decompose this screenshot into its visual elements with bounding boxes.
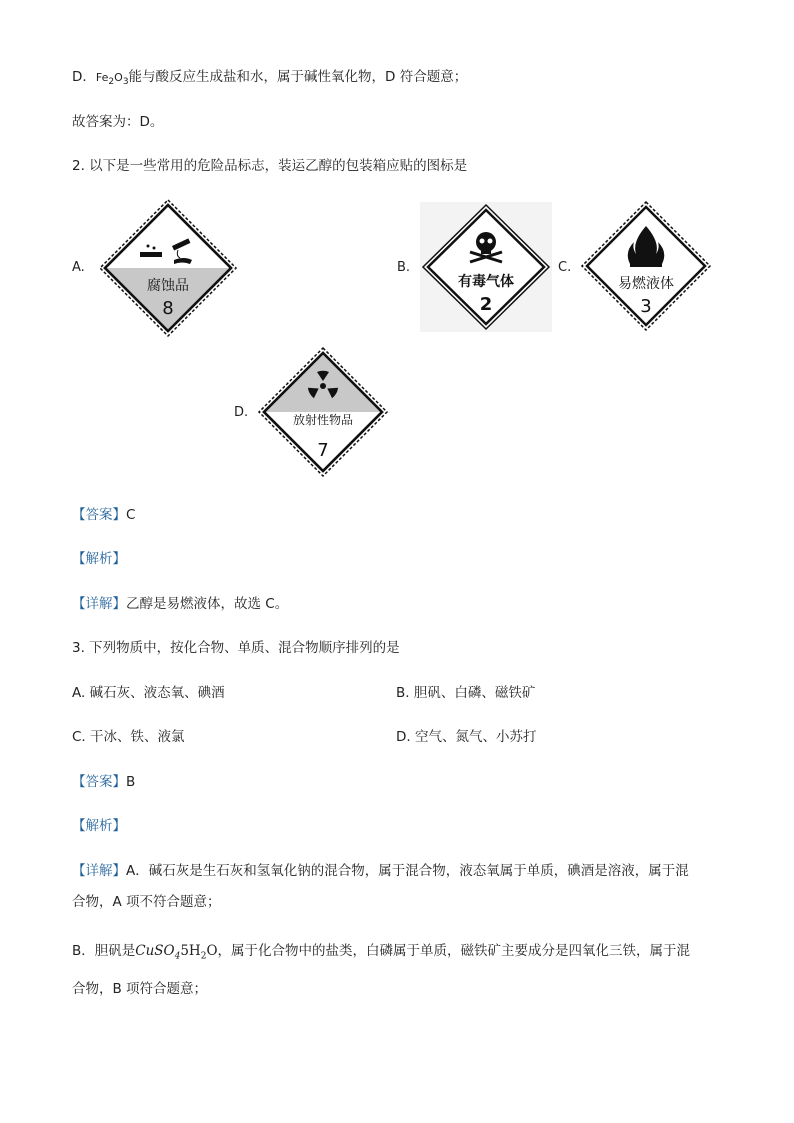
q2-stem: 2. 以下是一些常用的危险品标志，装运乙醇的包装箱应贴的图标是 [72,158,468,174]
q3-option-d: D. 空气、氮气、小苏打 [396,729,537,745]
flammable-liquid-sign [580,200,712,332]
flammable-liquid-class-number: 3 [640,296,652,317]
q3-stem: 3. 下列物质中，按化合物、单质、混合物顺序排列的是 [72,640,400,656]
q3-answer: 【答案】B [72,774,136,790]
corrosive-class-number: 8 [162,298,174,319]
corrosive-sign [98,198,238,338]
q1-option-d-explanation: D．$Fe_2O_3$能与酸反应生成盐和水，属于碱性氧化物，D 符合题意； [72,69,468,88]
q1-conclusion: 故答案为：D。 [72,114,164,130]
q3-detail-a-line2: 合物，A 项不符合题意； [72,894,221,910]
q3-detail-b-line1: B．胆矾是$CuSO_45H_2O$，属于化合物中的盐类，白磷属于单质，磁铁矿主要成分是四氧化三铁，属于混 [72,943,691,962]
q2-option-c-letter: C. [558,260,572,275]
q2-option-b-letter: B. [397,260,411,275]
toxic-gas-sign [420,202,552,332]
radioactive-label: 放射性物品 [292,413,354,427]
radioactive-class-number: 7 [317,440,329,461]
q2-option-a-letter: A. [72,260,85,275]
q3-option-b: B. 胆矾、白磷、磁铁矿 [396,685,536,701]
cuso4-formula: $CuSO_45H_2O$ [135,943,218,962]
q3-option-a: A. 碱石灰、液态氧、碘酒 [72,685,225,701]
q2-option-d-letter: D. [234,405,249,420]
q3-option-c: C. 干冰、铁、液氯 [72,729,185,745]
q3-detail-b-line2: 合物，B 项符合题意； [72,981,208,997]
toxic-gas-label: 有毒气体 [458,274,514,290]
q2-answer: 【答案】C [72,507,136,523]
flammable-liquid-label: 易燃液体 [618,276,674,292]
radioactive-sign [257,346,389,478]
q3-analysis-tag: 【解析】 [72,818,126,834]
q2-detail: 【详解】乙醇是易燃液体，故选 C。 [72,596,289,612]
q3-detail-a-line1: 【详解】A．碱石灰是生石灰和氢氧化钠的混合物，属于混合物，液态氧属于单质，碘酒是溶液，属于混 [72,863,689,879]
fe2o3-formula: $Fe_2O_3$ [95,71,129,88]
q2-analysis-tag: 【解析】 [72,551,126,567]
corrosive-label: 腐蚀品 [147,278,189,294]
toxic-gas-class-number: 2 [479,294,493,315]
